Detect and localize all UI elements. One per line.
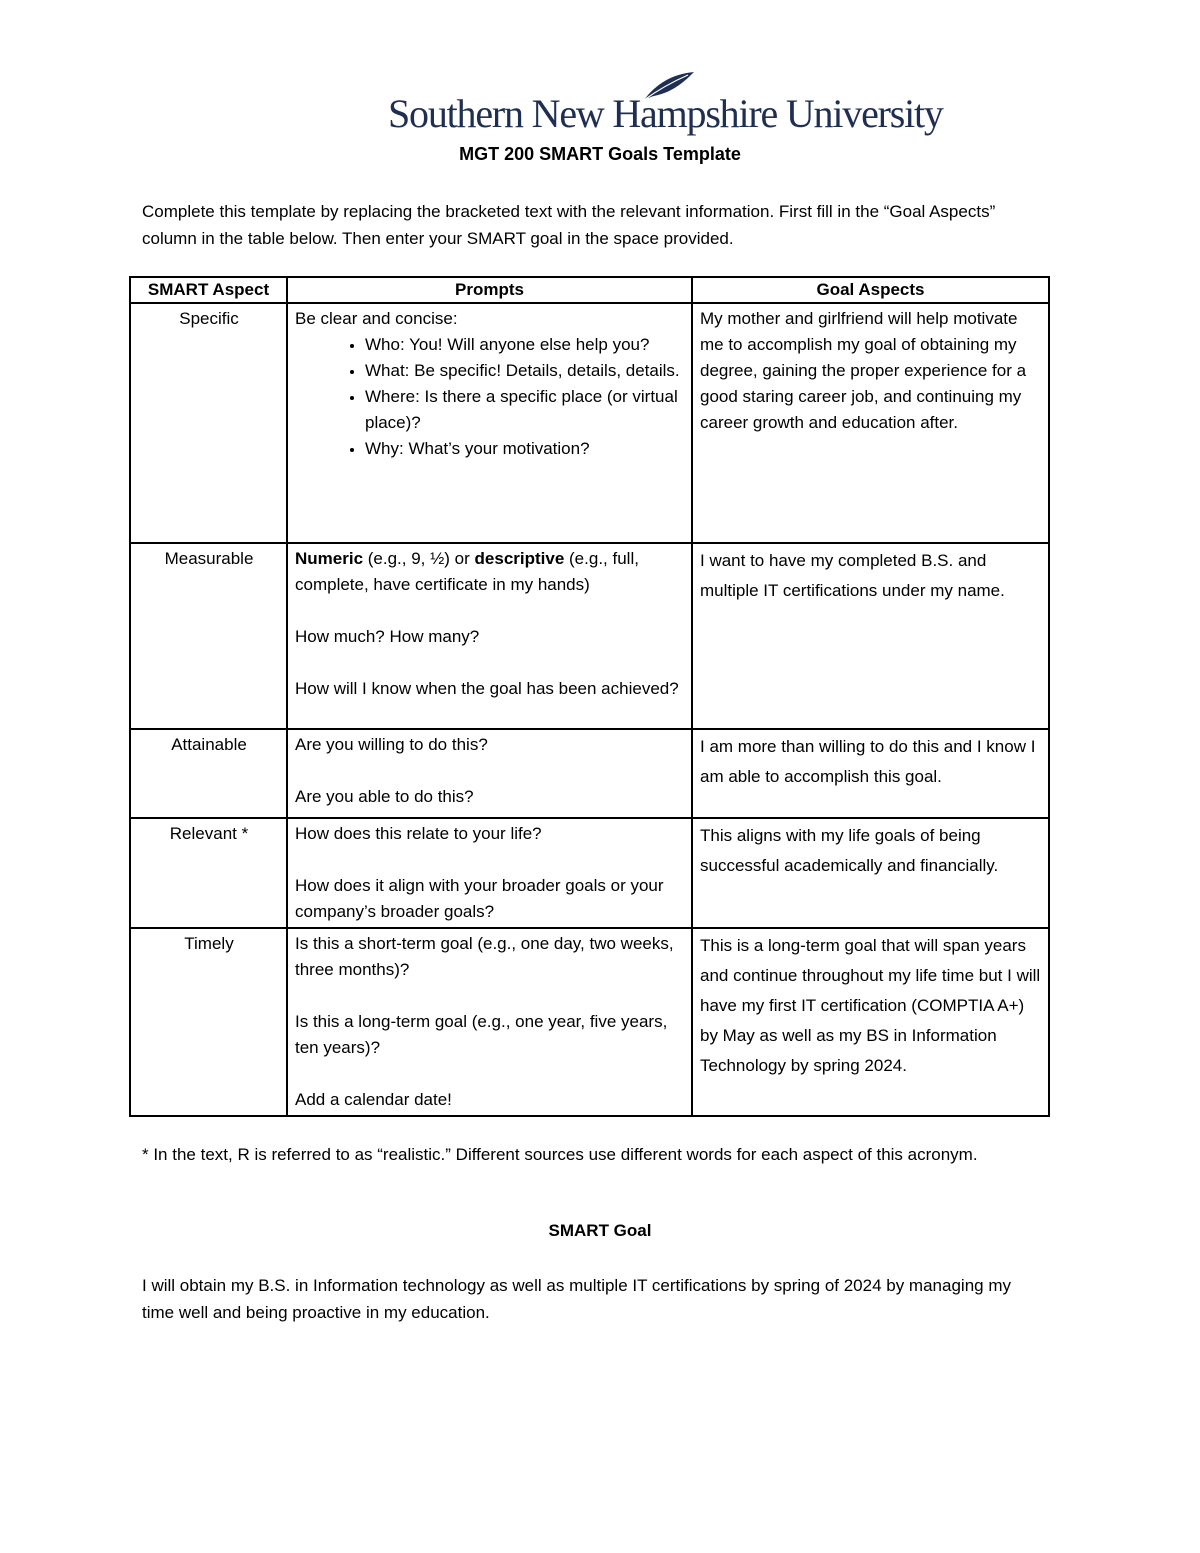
prompt-paragraph: Are you able to do this?	[295, 787, 474, 806]
prompt-cell	[287, 729, 692, 818]
prompt-paragraph: Is this a short-term goal (e.g., one day, two weeks, three months)?	[295, 934, 674, 979]
table-row-measurable	[130, 543, 1049, 729]
prompt-cell	[287, 818, 692, 928]
prompt-paragraph: How does it align with your broader goals or your company’s broader goals?	[295, 876, 664, 921]
aspect-cell: Specific	[130, 303, 287, 543]
prompt-paragraph: Add a calendar date!	[295, 1090, 452, 1109]
prompt-bold-text: descriptive	[474, 549, 565, 568]
column-header-goal-aspects: Goal Aspects	[692, 277, 1049, 303]
table-row-timely	[130, 928, 1049, 1116]
table-row-specific	[130, 303, 1049, 543]
smart-table	[129, 276, 1050, 1117]
aspect-cell: Timely	[130, 928, 287, 1116]
smart-goal-text: I will obtain my B.S. in Information technology as well as multiple IT certifications by spring of 2024 by managing my time well and being proactive in my education.	[142, 1276, 1011, 1322]
smart-goal-heading: SMART Goal	[548, 1221, 652, 1240]
table-row-attainable	[130, 729, 1049, 818]
page-title: MGT 200 SMART Goals Template	[459, 144, 741, 164]
prompt-intro: Be clear and concise:	[295, 309, 458, 328]
column-header-aspect: SMART Aspect	[130, 277, 287, 303]
instructions-text: Complete this template by replacing the bracketed text with the relevant information. First fill in the “Goal Aspects” column in the table below. Then enter your SMART goal in the space provided.	[142, 202, 996, 248]
prompt-bold-text: Numeric	[295, 549, 364, 568]
list-item: • Where: Is there a specific place (or virtual place)?	[365, 384, 685, 436]
prompt-text: (e.g., 9, ½) or	[363, 549, 475, 568]
feather-icon	[638, 70, 698, 106]
list-item: • Who: You! Will anyone else help you?	[365, 332, 685, 358]
prompt-paragraph	[295, 546, 685, 598]
column-header-prompts: Prompts	[287, 277, 692, 303]
prompt-paragraph: How much? How many?	[295, 627, 480, 646]
prompt-bullet-list	[295, 332, 685, 462]
prompt-cell	[287, 928, 692, 1116]
logo-text: Southern New Hampshire University	[388, 91, 943, 136]
goal-cell: I am more than willing to do this and I know I am able to accomplish this goal.	[692, 729, 1049, 818]
goal-cell: This aligns with my life goals of being successful academically and financially.	[692, 818, 1049, 928]
prompt-text: (e.g., full, complete, have certificate in my hands)	[295, 549, 639, 594]
goal-cell: This is a long-term goal that will span years and continue throughout my life time but I will have my first IT certification (COMPTIA A+) by May as well as my BS in Information Technology by spring 2024.	[692, 928, 1049, 1116]
prompt-cell	[287, 303, 692, 543]
goal-cell: I want to have my completed B.S. and multiple IT certifications under my name.	[692, 543, 1049, 729]
goal-cell: My mother and girlfriend will help motivate me to accomplish my goal of obtaining my degree, gaining the proper experience for a good staring career job, and continuing my career growth and education after.	[692, 303, 1049, 543]
prompt-cell	[287, 543, 692, 729]
table-header-row	[130, 277, 1049, 303]
aspect-cell: Relevant *	[130, 818, 287, 928]
table-row-relevant	[130, 818, 1049, 928]
prompt-paragraph: How does this relate to your life?	[295, 824, 542, 843]
aspect-cell: Measurable	[130, 543, 287, 729]
prompt-paragraph: How will I know when the goal has been achieved?	[295, 679, 679, 698]
footnote-text: * In the text, R is referred to as “realistic.” Different sources use different words for each aspect of this acronym.	[142, 1145, 978, 1164]
aspect-cell: Attainable	[130, 729, 287, 818]
list-item: • Why: What’s your motivation?	[365, 436, 685, 462]
university-logo	[388, 70, 943, 136]
prompt-paragraph: Is this a long-term goal (e.g., one year, five years, ten years)?	[295, 1012, 668, 1057]
list-item: • What: Be specific! Details, details, details.	[365, 358, 685, 384]
prompt-paragraph: Are you willing to do this?	[295, 735, 488, 754]
